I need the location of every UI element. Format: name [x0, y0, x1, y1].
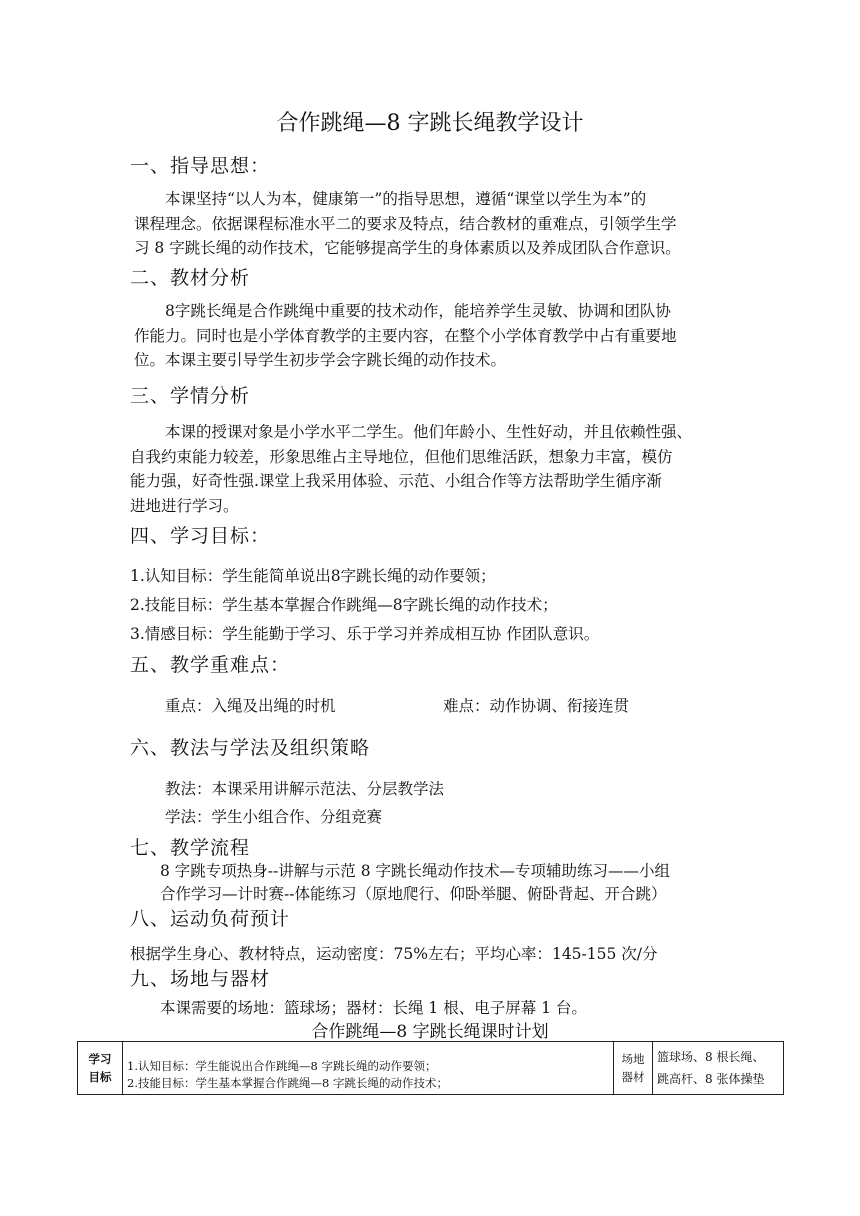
venue-equipment-text: 本课需要的场地：篮球场；器材：长绳 1 根、电子屏幕 1 台。: [160, 999, 587, 1017]
paragraph-line: 课程理念。依据课程标准水平二的要求及特点，结合教材的重难点，引领学生学: [134, 214, 677, 233]
paragraph-material-analysis: [134, 299, 736, 373]
venue-content-cell: [653, 1042, 784, 1095]
paragraph-line: 作能力。同时也是小学体育教学的主要内容，在整个小学体育教学中占有重要地: [134, 326, 677, 345]
process-line-1: 8 字跳专项热身--讲解与示范 8 字跳长绳动作技术—专项辅助练习——小组: [160, 862, 670, 880]
goal-label-line: 学习: [88, 1052, 112, 1066]
paragraph-guiding-ideology: [134, 187, 736, 261]
paragraph-line: 本课的授课对象是小学水平二学生。他们年龄小、生性好动，并且依赖性强、: [165, 423, 693, 441]
difficulty-point: 难点：动作协调、衔接连贯: [443, 697, 630, 715]
paragraph-line: 位。本课主要引导学生初步学会字跳长绳的动作技术。: [134, 351, 507, 369]
section-heading-exercise-load: 八、运动负荷预计: [130, 908, 291, 930]
exercise-load-text: 根据学生身心、教材特点，运动密度：75%左右；平均心率：145-155 次/分: [130, 945, 658, 963]
document-title: 合作跳绳—8 字跳长绳教学设计: [276, 111, 584, 136]
process-line-2: 合作学习—计时赛--体能练习（原地爬行、仰卧举腿、俯卧背起、开合跳）: [160, 885, 667, 903]
venue-line: 跳高杆、8 张体操垫: [657, 1072, 765, 1086]
venue-label-line: 器材: [621, 1070, 645, 1084]
teaching-method: 教法：本课采用讲解示范法、分层教学法: [165, 780, 445, 798]
paragraph-line: 自我约束能力较差，形象思维占主导地位，但他们思维活跃，想象力丰富，模仿: [130, 447, 673, 466]
goal-item-skill: 2.技能目标：学生基本掌握合作跳绳—8字跳长绳的动作技术；: [130, 596, 558, 614]
venue-label-line: 场地: [621, 1052, 645, 1066]
plan-goal-line: 2.技能目标：学生基本掌握合作跳绳—8 字跳长绳的动作技术；: [127, 1076, 448, 1090]
paragraph-line: 进地进行学习。: [130, 496, 239, 515]
section-heading-methods: 六、教法与学法及组织策略: [130, 737, 371, 759]
section-heading-learning-goals: 四、学习目标：: [130, 525, 271, 547]
section-heading-guiding-ideology: 一、指导思想：: [130, 155, 271, 177]
goal-content-cell: [123, 1042, 614, 1095]
venue-line: 篮球场、8 根长绳、: [657, 1050, 765, 1064]
paragraph-student-analysis: [130, 420, 736, 518]
goal-item-cognitive: 1.认知目标：学生能简单说出8字跳长绳的动作要领；: [130, 567, 496, 585]
plan-goal-line: 1.认知目标：学生能说出合作跳绳—8 字跳长绳的动作要领；: [127, 1059, 437, 1073]
goal-label-cell: [78, 1042, 123, 1095]
learning-method: 学法：学生小组合作、分组竞赛: [165, 808, 383, 826]
paragraph-line: 习 8 字跳长绳的动作技术，它能够提高学生的身体素质以及养成团队合作意识。: [134, 239, 681, 257]
table-row: [78, 1042, 784, 1095]
paragraph-line: 8字跳长绳是合作跳绳中重要的技术动作，能培养学生灵敏、协调和团队协: [165, 302, 671, 320]
paragraph-line: 本课坚持“以人为本，健康第一”的指导思想，遵循“课堂以学生为本”的: [165, 190, 647, 208]
section-heading-material-analysis: 二、教材分析: [130, 267, 251, 289]
section-heading-teaching-process: 七、教学流程: [130, 837, 251, 859]
section-heading-venue-equipment: 九、场地与器材: [130, 968, 271, 990]
section-heading-key-difficulty: 五、教学重难点：: [130, 654, 291, 676]
paragraph-line: 能力强，好奇性强.课堂上我采用体验、示范、小组合作等方法帮助学生循序渐: [130, 472, 662, 490]
goal-label-line: 目标: [88, 1070, 112, 1084]
key-point: 重点：入绳及出绳的时机: [165, 697, 336, 715]
venue-label-cell: [614, 1042, 653, 1095]
lesson-plan-title: 合作跳绳—8 字跳长绳课时计划: [311, 1022, 549, 1042]
section-heading-student-analysis: 三、学情分析: [130, 385, 251, 407]
goal-item-emotional: 3.情感目标：学生能勤于学习、乐于学习并养成相互协 作团队意识。: [130, 625, 600, 643]
lesson-plan-table: [77, 1041, 784, 1095]
